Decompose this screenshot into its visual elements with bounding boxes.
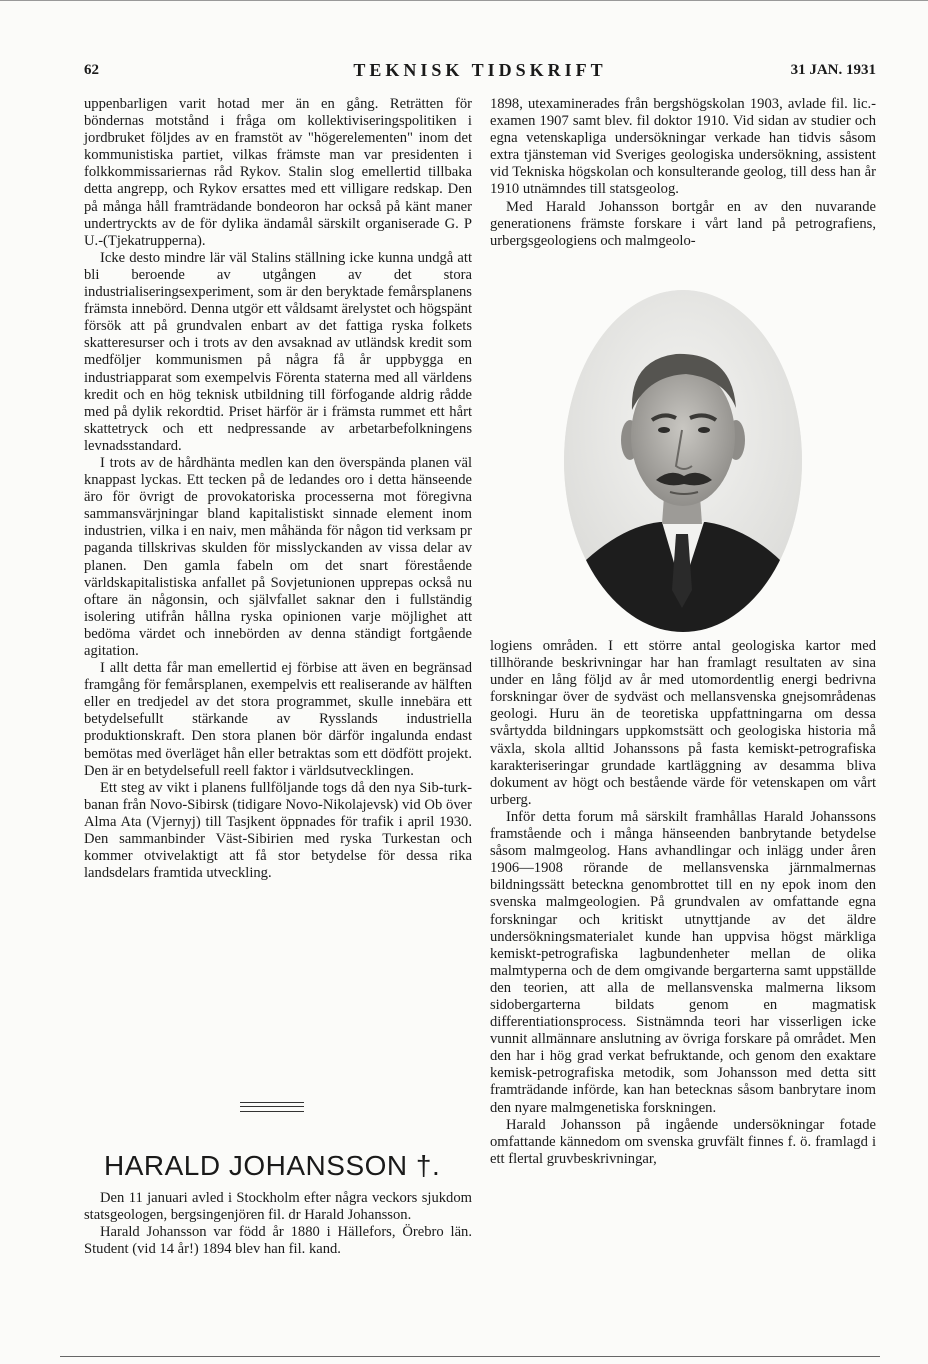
right-column-top bbox=[490, 96, 876, 250]
paragraph: I trots av de hårdhänta medlen kan den överspända planen väl knappast lyckas. Ett tecken på de ledandes oro i detta hänseende äro för övrigt de provokatoriska processerna mot föregivna sammansvärjningar bland kapitalistiskt sinnade element inom industrien, vilka i en naiv, men måhända för någon tid verksam pr paganda tillskrivas skulden för misslyckanden av vissa delar av planen. Den gamla fabeln om det snart förestående världskapitalistiska anfallet på Sovjetunionen upprepas också nu oftare än någonsin, och självfallet saknar den i fullständig isolering utifrån hållna ryska opinionen varje möjlighet att bedöma värdet och innebörden av denna ständigt fortgående agitation. bbox=[84, 454, 472, 659]
obituary-intro bbox=[84, 1190, 472, 1258]
issue-date: 31 JAN. 1931 bbox=[790, 62, 876, 78]
journal-title: TEKNISK TIDSKRIFT bbox=[353, 60, 607, 80]
paragraph: Med Harald Johansson bortgår en av den nuvarande generationens främste forskare i vårt land på petrografiens, urbergsgeologiens och malmgeolo- bbox=[490, 198, 876, 249]
page-number: 62 bbox=[84, 62, 99, 78]
paragraph: Icke desto mindre lär väl Stalins ställning icke kunna undgå att bli beroende av utgången av det stora industrialiseringsexperiment, som är den beryktade femårsplanens främsta innebörd. Denna utgör ett våldsamt ärelystet och högspänt försök att på grundvalen enbart av det fattiga ryska folkets skatteresurser och i trots av den avsaknad av utländsk kredit som medföljer kommunismen på några få år uppbygga en industriapparat som exempelvis Förenta staterna med all världens kredit och en hög teknisk utbildning till förfogande aldrig rådde med på dylik rekordtid. Priset härför är i främsta rummet ett hårt skattetryck och ett nedpressande av arbetarbefolkningens levnadsstandard. bbox=[84, 249, 472, 454]
paragraph: Harald Johansson var född år 1880 i Hällefors, Örebro län. Student (vid 14 år!) 1894 blev han fil. kand. bbox=[84, 1224, 472, 1258]
paragraph: Ett steg av vikt i planens fullföljande togs då den nya Sib-turk-banan från Novo-Sibirsk (tidigare Novo-Nikolajevsk) vid Ob över Alma Ata (Vjernyj) till Tasjkent öppnades för trafik i april 1930. Den sammanbinder Väst-Sibirien med ryska Turkestan och kommer otvivelaktigt att få stor betydelse för dessa rika landsdelars framtida utveckling. bbox=[84, 779, 472, 882]
paragraph: Harald Johansson på ingående undersökningar fotade omfattande kännedom om svenska gruvfält finnes f. ö. framlagd i ett flertal gruvbeskrivningar, bbox=[490, 1116, 876, 1167]
portrait-illustration bbox=[564, 290, 802, 632]
paragraph: I allt detta får man emellertid ej förbise att även en begränsad framgång för femårsplanen, exempelvis ett realiserande av hälften eller en tredjedel av det stora programmet, skulle innebära ett betydelsefullt stärkande av Rysslands industriella produktionskraft. Den stora planen bör därför ingalunda endast bemötas med överläget hån eller betraktas som ett dödfött projekt. Den är en betydelsefull reell faktor i världsutvecklingen. bbox=[84, 660, 472, 779]
paragraph: Inför detta forum må särskilt framhållas Harald Johanssons framstående och i många hänseenden banbrytande betydelse såsom malmgeolog. Hans avhandlingar och inlägg under åren 1906—1908 rörande de mellansvenska järnmalmernas bildningssätt beteckna genombrottet till en ny epok inom den svenska malmgeologien. På grundvalen av omfattande egna forskningar och kritiskt utnyttjande av det äldre undersökningsmaterialet kunde han uppvisa högst märkliga kemiskt-petrografiska lagbundenheter mellan de olika malmtyperna och de dem omgivande bergarterna samt uppställde den teorien, att alla de mellansvenska malmerna liksom sidobergarterna bildats genom en magmatisk differentiationsprocess. Sistnämnda teori har visserligen icke vunnit allmännare anslutning av övriga forskare på området. Men den har i hög grad verkat befruktande, och genom den exaktare kemisk-petrografiska metodik, som Johansson med detta sitt framträdande införde, kan han betecknas såsom banbrytare inom den nyare malmgenetiska forskningen. bbox=[490, 808, 876, 1116]
page-header bbox=[84, 58, 876, 88]
right-column-bottom bbox=[490, 638, 876, 1168]
portrait-photo bbox=[564, 290, 802, 632]
paragraph: logiens områden. I ett större antal geologiska kartor med tillhörande beskrivningar har han framlagt resultaten av sina under en lång följd av år med utomordentlig energi bedrivna forskningar över de sydväst och mellansvenska gnejsområdenas geologi. Huru än de teoretiska uppfattningarna om dessa svårtydda bildningars uppkomstsätt och geologiska historia må växla, skola alltid Johanssons på fasta kemiskt-petrografiska karakteriseringar grundade kartläggning av desamma bliva dokument av högt och bestående värde för vetenskapen om vårt urberg. bbox=[490, 638, 876, 808]
obituary-title: HARALD JOHANSSON †. bbox=[104, 1150, 441, 1181]
paragraph: 1898, utexaminerades från bergshögskolan 1903, avlade fil. lic.-examen 1907 samt blev. fil doktor 1910. Vid sidan av studier och egna vetenskapliga undersökningar verkade han tidvis såsom extra tjänsteman vid Sveriges geologiska undersökning, assistent vid Tekniska högskolan och konsulterande geolog, till dess han år 1910 utnämndes till statsgeolog. bbox=[490, 96, 876, 198]
left-column-article bbox=[84, 96, 472, 882]
paragraph: Den 11 januari avled i Stockholm efter några veckors sjukdom statsgeologen, bergsingenjören fil. dr Harald Johansson. bbox=[84, 1190, 472, 1224]
top-edge-rule bbox=[0, 0, 928, 1]
bottom-edge-rule bbox=[60, 1356, 880, 1357]
paragraph: uppenbarligen varit hotad mer än en gång. Reträtten för böndernas motstånd i fråga om kollektiviseringspolitiken i jordbruket följdes av en framstöt av "högerelementen" inom det kommunistiska partiet, vilkas främste man var presidenten i folkkommissariernas råd Rykov. Stalin slog emellertid tillbaka detta angrepp, och Rykov ersattes med ett villigare redskap. Den på många håll framträdande bondeoron har också på känt maner undertryckts av de för dylika ändamål särskilt organiserade G. P U.-(Tjekatrupperna). bbox=[84, 96, 472, 249]
section-divider bbox=[240, 1102, 304, 1112]
